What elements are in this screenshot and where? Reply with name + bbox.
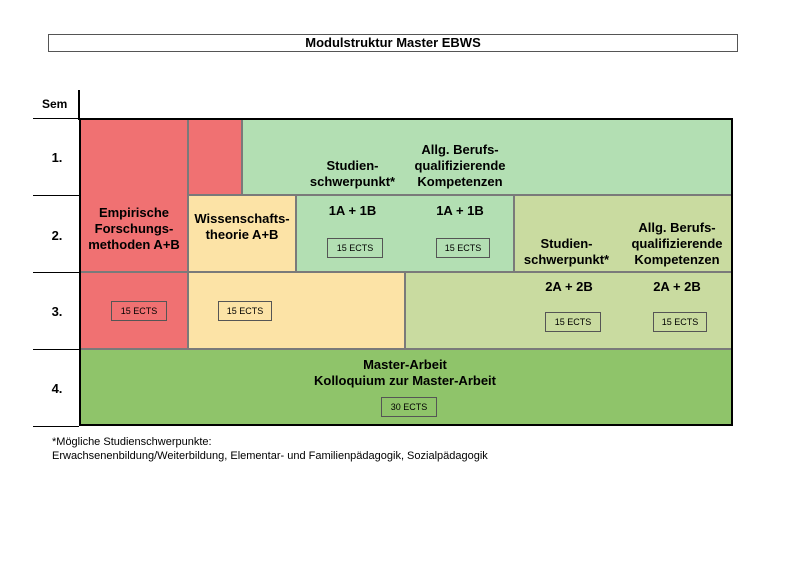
footnote-line-2: Erwachsenenbildung/Weiterbildung, Elementar- und Familienpädagogik, Sozialpädagogik	[52, 450, 488, 462]
ects-badge-studien2: 15 ECTS	[545, 312, 601, 332]
studien1-code: 1A + 1B	[328, 203, 377, 218]
allg2-label: Allg. Berufs-qualifizierende Kompetenzen	[631, 220, 723, 267]
ects-badge-wissenschaft: 15 ECTS	[218, 301, 272, 321]
page-title: Modulstruktur Master EBWS	[48, 34, 738, 52]
studien2-label: Studien-schwerpunkt*	[523, 236, 610, 267]
row-line-5	[33, 426, 79, 427]
studien1-label: Studien-schwerpunkt*	[309, 158, 396, 189]
semester-label-1: 1.	[51, 150, 63, 165]
semester-label-2: 2.	[51, 228, 63, 243]
ects-badge-forschung: 15 ECTS	[111, 301, 167, 321]
ects-badge-allg1: 15 ECTS	[436, 238, 490, 258]
master-label: Master-Arbeit	[363, 357, 447, 372]
row-line-2	[33, 195, 79, 196]
forschung-label: Empirische Forschungs-methoden A+B	[88, 205, 180, 252]
ects-badge-studien1: 15 ECTS	[327, 238, 383, 258]
kolloquium-label: Kolloquium zur Master-Arbeit	[313, 373, 496, 388]
footnote-line-1: *Mögliche Studienschwerpunkte:	[52, 436, 212, 448]
row-line-4	[33, 349, 79, 350]
semester-column-header: Sem	[42, 97, 68, 111]
wissenschaft-label: Wissenschafts-theorie A+B	[194, 211, 290, 242]
row-line-3	[33, 272, 79, 273]
row-line-1	[33, 118, 79, 119]
ects-badge-master: 30 ECTS	[381, 397, 437, 417]
allg1-code: 1A + 1B	[436, 203, 484, 218]
ects-badge-allg2: 15 ECTS	[653, 312, 707, 332]
semester-label-3: 3.	[51, 304, 63, 319]
studien2-code: 2A + 2B	[545, 279, 593, 294]
semester-label-4: 4.	[51, 381, 63, 396]
allg2-code: 2A + 2B	[653, 279, 701, 294]
header-divider	[78, 90, 80, 120]
allg1-label: Allg. Berufs-qualifizierende Kompetenzen	[414, 142, 506, 189]
